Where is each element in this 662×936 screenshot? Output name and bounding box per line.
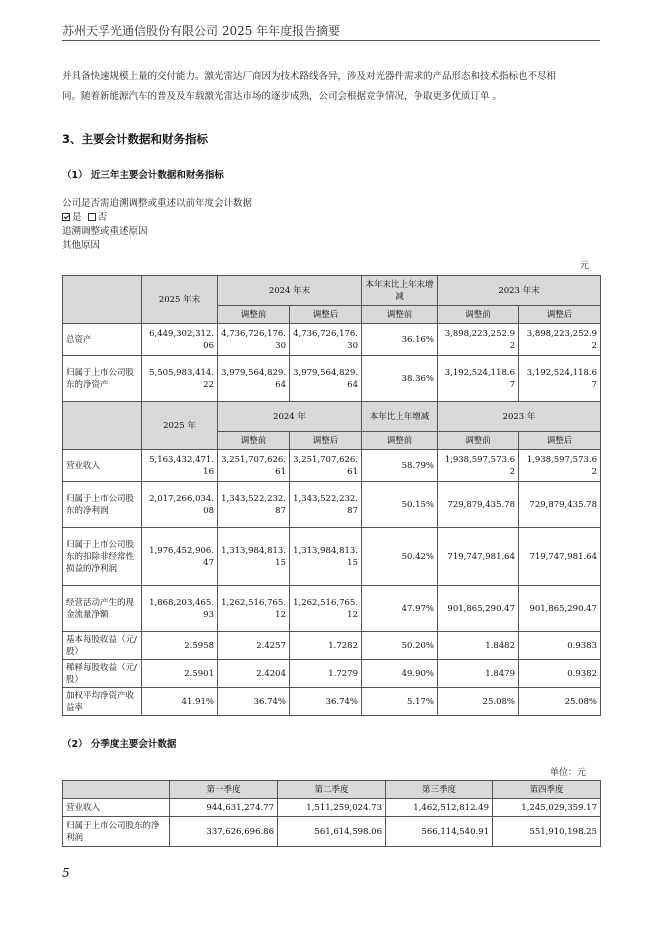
table-header-row — [63, 276, 601, 306]
quarter-header-cell: 第三季度 — [386, 781, 493, 799]
row-label: 归属于上市公司股东的净利润 — [63, 482, 142, 528]
header-cell-2025: 2025 年末 — [142, 276, 218, 324]
value-2024-before: 3,979,564,829.64 — [218, 356, 290, 402]
document-header: 苏州天孚光通信股份有限公司 2025 年年度报告摘要 — [62, 24, 341, 38]
quarterly-data-table — [62, 780, 601, 847]
value-2024-before: 2.4257 — [218, 632, 290, 660]
header-blank-cell — [63, 781, 170, 799]
quarter-value: 944,631,274.77 — [170, 799, 278, 817]
section-title: 3、主要会计数据和财务指标 — [62, 132, 209, 146]
table-row — [63, 356, 601, 402]
option-yes-label: 是 — [72, 212, 82, 223]
financial-data-table — [62, 275, 601, 716]
value-2024-after: 1,262,516,765.12 — [290, 586, 362, 632]
value-2024-before: 1,262,516,765.12 — [218, 586, 290, 632]
value-2023-before: 729,879,435.78 — [438, 482, 519, 528]
subheader-cell: 调整后 — [290, 432, 362, 450]
subheader-cell: 调整前 — [362, 432, 438, 450]
value-2024-before: 1,343,522,232.87 — [218, 482, 290, 528]
value-2025: 2,017,266,034.08 — [142, 482, 218, 528]
table-row — [63, 450, 601, 482]
row-label: 归属于上市公司股东的扣除非经常性损益的净利润 — [63, 528, 142, 586]
value-2023-after: 0.9383 — [519, 632, 601, 660]
value-2025: 2.5958 — [142, 632, 218, 660]
value-2024-after: 1.7279 — [290, 660, 362, 688]
quarter-value: 551,910,198.25 — [493, 817, 601, 847]
row-label: 归属于上市公司股东的净资产 — [63, 356, 142, 402]
value-2024-after: 4,736,726,176.30 — [290, 324, 362, 356]
quarter-header-cell: 第一季度 — [170, 781, 278, 799]
value-change: 49.90% — [362, 660, 438, 688]
subheader-cell: 调整后 — [519, 432, 601, 450]
subsection-title-1: （1） 近三年主要会计数据和财务指标 — [62, 170, 224, 181]
value-2024-after: 1,313,984,813.15 — [290, 528, 362, 586]
value-change: 38.36% — [362, 356, 438, 402]
table-row — [63, 586, 601, 632]
restatement-options — [62, 209, 107, 223]
value-2023-before: 3,898,223,252.92 — [438, 324, 519, 356]
value-change: 36.16% — [362, 324, 438, 356]
reason-label: 追溯调整或重述原因 — [62, 226, 148, 237]
subheader-cell: 调整前 — [218, 432, 290, 450]
row-label: 加权平均净资产收益率 — [63, 688, 142, 716]
value-2025: 6,449,302,312.06 — [142, 324, 218, 356]
value-change: 47.97% — [362, 586, 438, 632]
option-no-label: 否 — [97, 212, 108, 223]
row-label: 经营活动产生的现金流量净额 — [63, 586, 142, 632]
value-2023-before: 901,865,290.47 — [438, 586, 519, 632]
quarter-header-cell: 第二季度 — [278, 781, 386, 799]
restatement-question: 公司是否需追溯调整或重述以前年度会计数据 — [62, 198, 253, 209]
header-cell-2023: 2023 年 — [438, 402, 601, 432]
value-2024-after: 1.7282 — [290, 632, 362, 660]
page-number: 5 — [62, 866, 70, 880]
value-change: 50.15% — [362, 482, 438, 528]
table2-unit: 单位：元 — [550, 768, 587, 778]
value-2023-after: 3,192,524,118.67 — [519, 356, 601, 402]
quarter-value: 337,626,696.86 — [170, 817, 278, 847]
table-row — [63, 324, 601, 356]
subheader-cell: 调整前 — [438, 306, 519, 324]
value-2024-after: 3,251,707,626.61 — [290, 450, 362, 482]
header-cell-2024: 2024 年 — [218, 402, 362, 432]
table-row — [63, 817, 601, 847]
intro-line-2: 同。随着新能源汽车的普及及车载激光雷达市场的逐步成熟，公司会根据竞争情况，争取更多优质订单 。 — [62, 91, 503, 102]
row-label: 营业收入 — [63, 450, 142, 482]
checkbox-no-icon — [88, 213, 96, 221]
reason-value: 其他原因 — [62, 240, 101, 251]
table-row — [63, 528, 601, 586]
table-row — [63, 688, 601, 716]
table-row — [63, 660, 601, 688]
value-2023-before: 3,192,524,118.67 — [438, 356, 519, 402]
table1-unit: 元 — [580, 261, 590, 271]
value-2023-after: 901,865,290.47 — [519, 586, 601, 632]
value-2025: 1,868,203,465.93 — [142, 586, 218, 632]
value-2025: 1,976,452,906.47 — [142, 528, 218, 586]
subsection-title-2: （2） 分季度主要会计数据 — [62, 739, 177, 750]
header-cell-2025: 2025 年 — [142, 402, 218, 450]
header-cell-2024: 2024 年末 — [218, 276, 362, 306]
value-2024-before: 1,313,984,813.15 — [218, 528, 290, 586]
subheader-cell: 调整前 — [362, 306, 438, 324]
header-cell-2023: 2023 年末 — [438, 276, 601, 306]
header-cell-change: 本年末比上年末增减 — [362, 276, 438, 306]
value-2024-after: 3,979,564,829.64 — [290, 356, 362, 402]
header-blank-cell — [63, 276, 142, 324]
value-change: 5.17% — [362, 688, 438, 716]
quarter-value: 1,462,512,812.49 — [386, 799, 493, 817]
value-2025: 2.5901 — [142, 660, 218, 688]
value-2023-after: 0.9382 — [519, 660, 601, 688]
table-row — [63, 632, 601, 660]
value-2023-before: 1,938,597,573.62 — [438, 450, 519, 482]
intro-line-1: 并具备快速规模上量的交付能力。激光雷达厂商因为技术路线各异，涉及对光器件需求的产品形态和技术指标也不尽相 — [62, 71, 557, 82]
table-header-row — [63, 781, 601, 799]
header-blank-cell — [63, 402, 142, 450]
table-row — [63, 482, 601, 528]
value-2023-before: 719,747,981.64 — [438, 528, 519, 586]
value-2023-before: 1.8479 — [438, 660, 519, 688]
value-2025: 5,505,983,414.22 — [142, 356, 218, 402]
value-change: 50.20% — [362, 632, 438, 660]
value-2024-after: 36.74% — [290, 688, 362, 716]
row-label: 基本每股收益（元/股） — [63, 632, 142, 660]
row-label: 营业收入 — [63, 799, 170, 817]
quarter-value: 1,245,029,359.17 — [493, 799, 601, 817]
quarter-value: 566,114,540.91 — [386, 817, 493, 847]
value-2023-before: 1.8482 — [438, 632, 519, 660]
value-change: 50.42% — [362, 528, 438, 586]
row-label: 总资产 — [63, 324, 142, 356]
header-divider — [62, 40, 600, 41]
value-2023-after: 719,747,981.64 — [519, 528, 601, 586]
value-2024-before: 2.4204 — [218, 660, 290, 688]
value-2024-before: 36.74% — [218, 688, 290, 716]
quarter-header-cell: 第四季度 — [493, 781, 601, 799]
subheader-cell: 调整前 — [218, 306, 290, 324]
value-2025: 41.91% — [142, 688, 218, 716]
table-row — [63, 799, 601, 817]
row-label: 归属于上市公司股东的净利润 — [63, 817, 170, 847]
row-label: 稀释每股收益（元/股） — [63, 660, 142, 688]
header-cell-change: 本年比上年增减 — [362, 402, 438, 432]
table-header-row — [63, 402, 601, 432]
subheader-cell: 调整后 — [519, 306, 601, 324]
checkbox-yes-icon — [62, 213, 70, 221]
value-2023-after: 1,938,597,573.62 — [519, 450, 601, 482]
subheader-cell: 调整后 — [290, 306, 362, 324]
value-2025: 5,163,432,471.16 — [142, 450, 218, 482]
value-2023-after: 25.08% — [519, 688, 601, 716]
value-2024-before: 3,251,707,626.61 — [218, 450, 290, 482]
value-2024-before: 4,736,726,176.30 — [218, 324, 290, 356]
value-change: 58.79% — [362, 450, 438, 482]
value-2023-after: 3,898,223,252.92 — [519, 324, 601, 356]
value-2023-before: 25.08% — [438, 688, 519, 716]
value-2023-after: 729,879,435.78 — [519, 482, 601, 528]
quarter-value: 561,614,598.06 — [278, 817, 386, 847]
value-2024-after: 1,343,522,232.87 — [290, 482, 362, 528]
subheader-cell: 调整前 — [438, 432, 519, 450]
quarter-value: 1,511,259,024.73 — [278, 799, 386, 817]
